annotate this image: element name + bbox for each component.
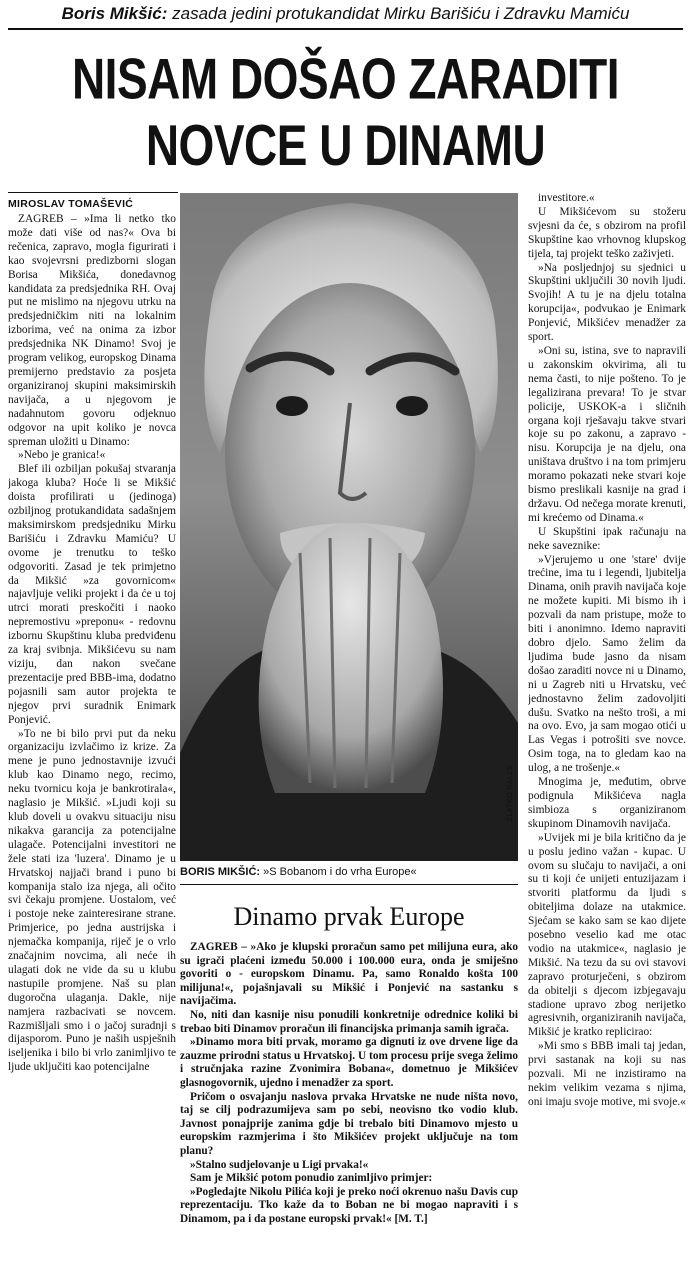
paragraph: U Mikšićevom su stožeru svjesni da će, s obzirom na profil Skupštine kao vrhovnog klupskog tijela, taj projekt teško zaživjeti. [528, 205, 686, 260]
paragraph: Mnogima je, međutim, obrve podignula Mikšićeva nagla simbioza s organiziranom skupinom Dinamovih navijača. [528, 776, 686, 830]
paragraph: »Oni su, istina, sve to napravili u zakonskim okvirima, ali tu nema časti, to nije pošteno. To je legalizirana prevara! To je stvar policije, USKOK-a i sličnih organa koji rješavaju takve stvari koje su po zakonu, a zapravo - nisu. Korupcija je na djelu, ona uništava društvo i na tom primjeru moramo pokazati neke stvari koje bismo preslikali kasnije na grad i državu. Od nečega morate krenuti, mi krećemo od Dinama.« [528, 344, 686, 524]
paragraph: »Uvijek mi je bila kritično da je u poslu jedino važan - kupac. U ovom su slučaju to navijači, a oni su ti koji će unijeti entuzijazam i stvoriti platformu da ljudi s obiteljima dolaze na utakmice. Sjećam se kako sam se kao dijete posebno veselio kad me otac vodio na utakmice«, naglasio je Mikšić. Na tezu da su ovi stavovi zapravo proturječeni, s obzirom da obitelji s djecom izbjegavaju stadione upravo zbog nerijetko agresivnih, organiziranih navijača, Mikšić je kratko replicirao: [528, 831, 686, 1039]
headline-line-2: NOVCE U DINAMU [145, 112, 546, 178]
paragraph: »Vjerujemo u one 'stare' dvije trećine, ima tu i legendi, ljubitelja Dinama, onih pravih navijača koje ne možete kupiti. Mi bismo ih i pozvali da nam pristupe, može to biti i anonimno. Idemo napraviti dobro djelo. Samo želim da ljudima bude jasno da nisam došao zaraditi novce ni u Dinamo, ni u Zagreb niti u Hrvatsku, već jednostavno želim zadovoljiti dušu. Svatko na nešto troši, a mi na ovo. Evo, ja sam mogao otići u Las Vegas i potrošiti sve novce. Osim toga, na to gledam kao na ulog, a ne trošenje.« [528, 553, 686, 775]
paragraph: ZAGREB – »Ima li netko tko može dati više od nas?« Ova bi rečenica, zapravo, mogla figurirati i kao svojevrsni predizborni slogan Borisa Mikšića, donedavnog kandidata za predsjednika RH. Ovaj put ne mislimo na njegovu utrku na predsjedničkim niti na lokalnim izborima, već na onima za izbor predsjednika NK Dinamo! Svoj je program velikog, europskog Dinama premijerno predstavio za posjeta organiziranoj skupini maksimirskih navijača, a u njegovom je nadahnutom govoru odjeknuo odgovor na upit koliko je novca spreman uložiti u Dinamo: [8, 213, 176, 448]
box-title: Dinamo prvak Europe [233, 902, 465, 931]
kicker-text: zasada jedini protukandidat Mirku Barišiću i Zdravku Mamiću [172, 4, 630, 23]
paragraph: »To ne bi bilo prvi put da neku organizaciju izvlačimo iz krize. Za mene je puno jednostavnije izvući klub kao Dinamo nego, recimo, neku tvornicu koja je bankrotirala«, naglasio je Mikšić. »Ljudi koji su klub doveli u ovakvu situaciju nisu nikakva garancija za potencijalne ulagače. Potencijalni investitori ne žele stati iza 'luzera'. Dinamo je u Hrvatskoj najjači brand i puno bi kompanija stalo iza njega, ali očito svi čekaju promjene. Uostalom, već i postoje neke zainteresirane strane. Primjerice, po jedna austrijska i njemačka kompanija, riječ je o vrlo značajnim novcima, ali neće ih ulagati dok ne vide da su u klubu nastupile promjene. Naš su plan dugoročna ulaganja. Dakle, nije namjera razbacivati se novcem. Razmišljali smo i o jačoj suradnji s dijasporom. Puno je naših uspješnih iseljenika i bilo bi vrlo zanimljivo te ljude uključiti kao potencijalne [8, 727, 176, 1074]
byline-rule [8, 192, 178, 193]
article-column-right [528, 192, 686, 1273]
box-paragraph: »Dinamo mora biti prvak, moramo ga dignuti iz ove drvene lige da zauzme prirodni status u Hrvatskoj. U tom procesu prije svega želimo i stručnjaka razine Zvonimira Bobana«, dometnuo je Mikšićev glasnogovornik, ujedno i menadžer za sport. [180, 1036, 518, 1089]
box-paragraph: Sam je Mikšić potom ponudio zanimljivo primjer: [190, 1172, 433, 1185]
headline-line-1: NISAM DOŠAO ZARADITI [71, 46, 620, 111]
photo-credit: ZLATKO KALLE [507, 764, 514, 821]
box-paragraph: »Pogledajte Nikolu Pilića koji je preko noći okrenuo našu Davis cup reprezentaciju. Tko kaže da to Boban ne bi mogao napraviti i s Dinamom, pa i da postane europski prvak!« [M. T.] [180, 1185, 518, 1225]
box-paragraph: ZAGREB – »Ako je klupski proračun samo pet milijuna eura, ako su igrači plaćeni između 50.000 i 100.000 eura, onda je smiješno govoriti o - europskom Dinamu. Pa, samo Ronaldo košta 100 milijuna!«, pojašnjavali su Mikšić i Ponjević na sastanku s navijačima. [180, 941, 518, 1008]
paragraph: »Nebo je granica!« [18, 449, 106, 462]
portrait-photo [180, 193, 518, 861]
caption-name: BORIS MIKŠIĆ: [180, 866, 261, 878]
box-paragraph: No, niti dan kasnije nisu ponudili konkretnije odrednice koliki bi trebao biti Dinamov proračun ili financijska primanja samih igrača. [180, 1008, 518, 1035]
headline [20, 46, 671, 179]
kicker [8, 4, 683, 24]
photo-caption [180, 866, 518, 878]
box-paragraph: »Stalno sudjelovanje u Ligi prvaka!« [190, 1158, 369, 1171]
paragraph: »Mi smo s BBB imali taj jedan, prvi sastanak na koji su nas pozvali. Mi ne inzistiramo na nekim velikim vezama s njima, oni imaju svoje motive, mi svoje.« [528, 1040, 686, 1108]
top-rule [8, 28, 683, 30]
paragraph: investitore.« [538, 192, 595, 204]
article-column-left [8, 213, 176, 1273]
paragraph: Blef ili ozbiljan pokušaj stvaranja jakoga kluba? Hoće li se Mikšić doista profilirati u (jedinoga) ozbiljnog protukandidata sadašnjem maksimirskom predsjedniku Mirku Barišiću i Zdravku Mamiću? U ovome je trenutku to teško odgovoriti. Zasad je tek primjetno da Mikšić »za govornicom« najavljuje veliki projekt i da će u toj utrci morati preskočiti i naoko nepremostivu »preponu« - redovnu izbornu Skupštinu kluba predviđenu za kraj svibnja. Mikšićevu su nam viziju, dan nakon svečane prezentacije pred BBB-ima, dodatno pojasnili sam autor projekta te njegov prvi suradnik Enimark Ponjević. [8, 463, 176, 726]
kicker-name: Boris Mikšić: [61, 4, 168, 23]
portrait-illustration [180, 193, 518, 861]
byline: MIROSLAV TOMAŠEVIĆ [8, 198, 134, 210]
paragraph: U Skupštini ipak računaju na neke saveznike: [528, 525, 686, 552]
paragraph: »Na posljednjoj su sjednici u Skupštini uključili 30 novih ljudi. Svojih! A tu je na djelu totalna korupcija«, podvukao je Enimark Ponjević, Mikšićev menadžer za sport. [528, 261, 686, 344]
caption-rule [180, 884, 518, 885]
box-paragraph: Pričom o osvajanju naslova prvaka Hrvatske ne nude ništa novo, taj se cilj podrazumijeva sam po sebi, neovisno tko vodio klub. Javnost ponajprije zanima gdje bi trebalo biti Dinamovo mjesto u europskim razmjerima i što Mikšićev projekt uključuje na tom planu? [180, 1090, 518, 1157]
caption-text: »S Bobanom i do vrha Europe« [263, 866, 417, 878]
box-text [180, 941, 518, 1273]
